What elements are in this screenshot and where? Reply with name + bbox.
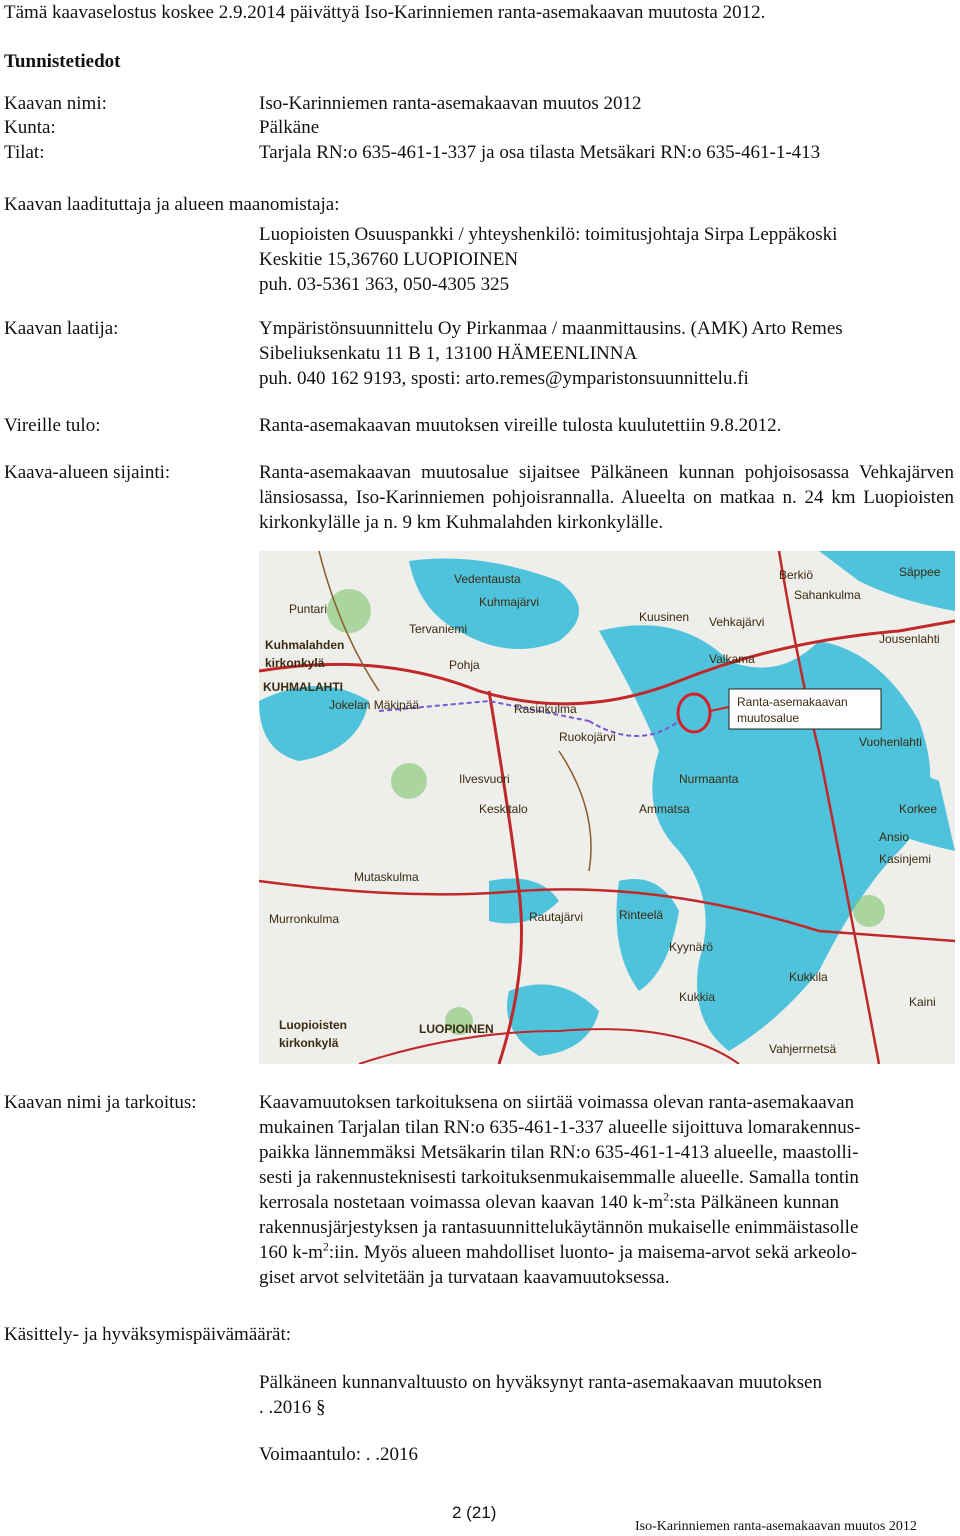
map-place-label: Kaini	[909, 995, 936, 1009]
map-place-label: Kukkia	[679, 990, 716, 1004]
map-place-label: Kyynärö	[669, 940, 714, 954]
map-place-label: Kasinjemi	[879, 852, 932, 866]
map-place-label: kirkonkylä	[279, 1036, 339, 1050]
map-place-label: Nurmaanta	[679, 772, 739, 786]
map-place-label: Ansio	[879, 830, 910, 844]
map-place-label: Ruokojärvi	[559, 730, 616, 744]
plan-name-label: Kaavan nimi:	[4, 93, 107, 114]
map-place-label: Murronkulma	[269, 912, 340, 926]
map-place-label: Jousenlahti	[879, 632, 940, 646]
approval-date: . .2016 §	[259, 1397, 326, 1418]
municipality-label: Kunta:	[4, 117, 56, 138]
map-place-label: Vehkajärvi	[709, 615, 765, 629]
map-place-label: Jokelan Mäkipää	[329, 698, 420, 712]
author-line: puh. 040 162 9193, sposti: arto.remes@ymparistonsuunnittelu.fi	[259, 368, 749, 389]
purpose-line: 160 $k-m^2:iin$. Myös alueen mahdolliset luonto- ja maisema-arvot sekä arkeolo-	[259, 1239, 858, 1263]
commissioner-label: Kaavan laadituttaja ja alueen maanomistaja:	[4, 194, 340, 215]
map-place-label: Rinteelä	[619, 908, 664, 922]
map-place-label: Rasinkulma	[514, 702, 577, 716]
purpose-line: paikka lännemmäksi Metsäkarin tilan RN:o 635-461-1-413 alueelle, maastolli-	[259, 1142, 859, 1163]
purpose-label: Kaavan nimi ja tarkoitus:	[4, 1092, 197, 1113]
processing-label: Käsittely- ja hyväksymispäivämäärät:	[4, 1324, 292, 1345]
notice-text: Tämä kaavaselostus koskee 2.9.2014 päivättyä Iso-Karinniemen ranta-asemakaavan muutosta 2012.	[4, 2, 766, 23]
section-title: Tunnistetiedot	[4, 51, 121, 72]
footer-doc-title: Iso-Karinniemen ranta-asemakaavan muutos 2012	[635, 1519, 917, 1534]
map-place-label: Ammatsa	[639, 802, 690, 816]
map-place-label: Kukkila	[789, 970, 828, 984]
map-place-label: LUOPIOINEN	[419, 1022, 494, 1036]
location-map	[259, 551, 955, 1064]
map-place-label: Kuhmalahden	[265, 638, 345, 652]
commissioner-line: Keskitie 15,36760 LUOPIOINEN	[259, 249, 519, 270]
map-place-label: Säppee	[899, 565, 941, 579]
map-place-label: Vedentausta	[454, 572, 521, 586]
map-place-label: Ilvesvuori	[459, 772, 510, 786]
map-place-label: Mutaskulma	[354, 870, 419, 884]
purpose-line: sesti ja rakennusteknisesti tarkoituksenmukaisemmalle alueelle. Samalla tontin	[259, 1167, 859, 1188]
initiation-value: Ranta-asemakaavan muutoksen vireille tulosta kuulutettiin 9.8.2012.	[259, 415, 782, 436]
location-label: Kaava-alueen sijainti:	[4, 462, 171, 483]
plan-name-value: Iso-Karinniemen ranta-asemakaavan muutos 2012	[259, 93, 642, 114]
purpose-line: kerrosala nostetaan voimassa olevan kaavan 140 $k-m^2:sta$ Pälkäneen kunnan	[259, 1189, 840, 1213]
map-place-label: Keskitalo	[479, 802, 528, 816]
map-place-label: Kuhmajärvi	[479, 595, 540, 609]
map-place-label: Sahankulma	[794, 588, 861, 602]
commissioner-line: puh. 03-5361 363, 050-4305 325	[259, 274, 510, 295]
map-place-label: KUHMALAHTI	[263, 680, 343, 694]
map-place-label: Vuohenlahti	[859, 735, 922, 749]
map-place-label: Rautajärvi	[529, 910, 584, 924]
map-place-label: kirkonkylä	[265, 656, 325, 670]
map-place-label: Luopioisten	[279, 1018, 347, 1032]
commissioner-line: Luopioisten Osuuspankki / yhteyshenkilö: toimitusjohtaja Sirpa Leppäkoski	[259, 224, 838, 245]
municipality-value: Pälkäne	[259, 117, 320, 138]
map-place-label: Pohja	[449, 658, 480, 672]
map-place-label: Puntari	[289, 602, 328, 616]
location-value: Ranta-asemakaavan muutosalue sijaitsee Pälkäneen kunnan pohjoisosassa Vehkajärven länsiosassa, Iso-Karinniemen pohjoisrannalla. Alueelta on matkaa n. 24 km Luopioisten kirkonkylälle ja n. 9 km Kuhmalahden kirkonkylälle.	[259, 462, 954, 533]
author-line: Sibeliuksenkatu 11 B 1, 13100 HÄMEENLINNA	[259, 343, 638, 364]
map-place-label: Korkee	[899, 802, 938, 816]
purpose-line: giset arvot selvitetään ja turvataan kaavamuutoksessa.	[259, 1267, 670, 1288]
author-label: Kaavan laatija:	[4, 318, 119, 339]
map-place-label: Berkiö	[779, 568, 814, 582]
initiation-label: Vireille tulo:	[4, 415, 101, 436]
map-place-label: Vahjerrnetsä	[769, 1042, 837, 1056]
callout-line: Ranta-asemakaavan	[737, 695, 848, 709]
map-place-label: Valkama	[709, 652, 755, 666]
properties-label: Tilat:	[4, 142, 45, 163]
map-place-label: Tervaniemi	[409, 622, 468, 636]
callout-line: muutosalue	[737, 711, 800, 725]
properties-value: Tarjala RN:o 635-461-1-337 ja osa tilasta Metsäkari RN:o 635-461-1-413	[259, 142, 821, 163]
page-number: 2 (21)	[452, 1503, 497, 1522]
purpose-line: rakennusjärjestyksen ja rantasuunnittelukäytännön mukaiselle enimmäistasolle	[259, 1217, 859, 1238]
purpose-line: Kaavamuutoksen tarkoituksena on siirtää voimassa olevan ranta-asemakaavan	[259, 1092, 855, 1113]
effective-date: Voimaantulo: . .2016	[259, 1444, 419, 1465]
approval-text: Pälkäneen kunnanvaltuusto on hyväksynyt ranta-asemakaavan muutoksen	[259, 1372, 822, 1393]
author-line: Ympäristönsuunnittelu Oy Pirkanmaa / maanmittausins. (AMK) Arto Remes	[259, 318, 843, 339]
map-place-label: Kuusinen	[639, 610, 690, 624]
purpose-line: mukainen Tarjalan tilan RN:o 635-461-1-337 alueelle sijoittuva lomarakennus-	[259, 1117, 861, 1138]
